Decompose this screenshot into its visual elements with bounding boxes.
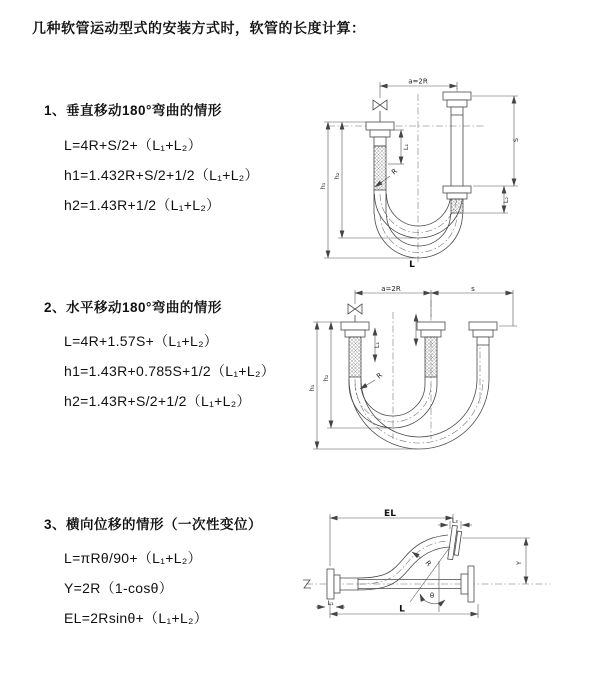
dim-label-r: R [390, 167, 400, 177]
dim-label-r: R [423, 559, 433, 569]
formula-L1: L=4R+S/2+（L₁+L₂） [64, 137, 202, 153]
section3-heading: 3、横向位移的情形（一次性变位） [44, 517, 263, 532]
dim-label-h1: h₁ [319, 182, 327, 190]
dim-label-l: L [399, 604, 405, 615]
middle-pipe [417, 322, 445, 384]
dim-label-l1: L₁ [373, 341, 381, 349]
section2-formulas [64, 326, 275, 416]
dim-label-a2r: a=2R [381, 285, 401, 293]
dim-label-s: s [471, 285, 475, 293]
dim-label-l2: L₂ [451, 516, 459, 525]
dim-label-l2: L₂ [502, 196, 510, 204]
left-pipe [341, 322, 369, 384]
dim-label-l1: L₁ [327, 599, 334, 607]
dim-label-h2: h₂ [333, 172, 341, 180]
dim-label-y: Y [515, 561, 523, 565]
valve [348, 304, 362, 322]
dimensions [319, 78, 520, 270]
formula-h2-1: h2=1.43R+1/2（L₁+L₂） [64, 197, 221, 213]
section1-formulas [64, 130, 259, 220]
formula-L2: L=4R+1.57S+（L₁+L₂） [64, 333, 219, 349]
dimensions [308, 285, 517, 449]
valve [373, 100, 387, 122]
hose-s-curve [358, 535, 449, 590]
formula-h1-2: h1=1.43R+0.785S+1/2（L₁+L₂） [64, 363, 275, 379]
left-pipe [366, 122, 394, 214]
dim-label-a2r: a=2R [408, 77, 428, 86]
diagram-vertical-180-bend [312, 74, 562, 269]
page-title: 几种软管运动型式的安装方式时，软管的长度计算： [32, 20, 366, 36]
dim-label-theta: θ [429, 592, 435, 600]
section3-formulas [64, 543, 208, 633]
dim-label-r: R [375, 371, 385, 381]
dim-label-h1: h₁ [308, 384, 316, 392]
dim-label-el: EL [384, 509, 396, 519]
diagram-horizontal-180-bend [303, 284, 573, 464]
formula-Y: Y=2R（1-cosθ） [64, 580, 174, 596]
diagram-lateral-displacement [298, 506, 593, 651]
dim-label-L: L [409, 260, 415, 269]
formula-L3: L=πRθ/90+（L₁+L₂） [64, 550, 202, 566]
formula-h2-2: h2=1.43R+S/2+1/2（L₁+L₂） [64, 393, 251, 409]
section1-heading: 1、垂直移动180°弯曲的情形 [44, 103, 222, 118]
dim-label-s: S [512, 137, 520, 143]
right-pipe [443, 92, 471, 214]
dim-label-l1: L₁ [402, 143, 410, 151]
upper-flange-displaced [448, 525, 463, 560]
hose-arcs [375, 194, 463, 258]
right-pipe [469, 322, 497, 379]
formula-h1-1: h1=1.432R+S/2+1/2（L₁+L₂） [64, 167, 259, 183]
section2-heading: 2、水平移动180°弯曲的情形 [44, 300, 222, 315]
formula-EL: EL=2Rsinθ+（L₁+L₂） [64, 610, 209, 626]
dim-label-h2: h₂ [322, 374, 330, 382]
hose-arcs [349, 379, 489, 449]
